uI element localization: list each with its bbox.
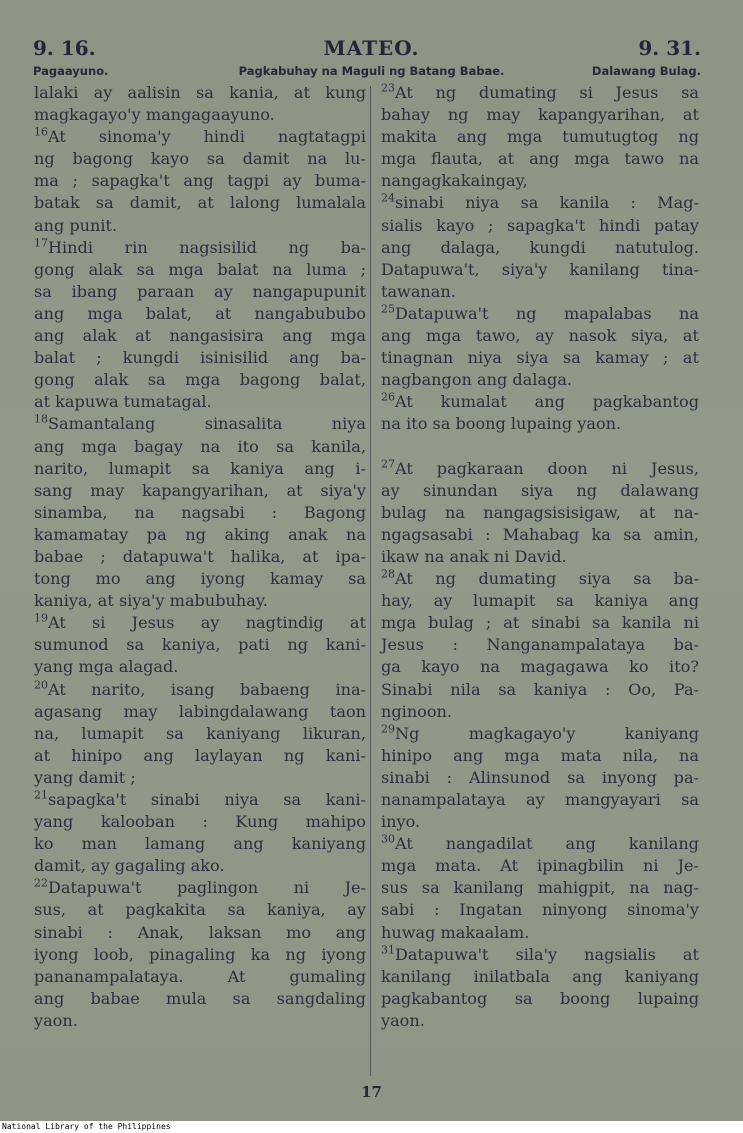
line-text: na, lumapit sa kaniyang likuran,	[34, 723, 366, 743]
verse-number: 18	[34, 413, 48, 427]
header-left-reference: 9. 16.	[33, 36, 96, 60]
line-text: babae ; datapuwa't halika, at ipa-	[34, 546, 366, 566]
text-line	[34, 413, 366, 435]
line-text: nagbangon ang dalaga.	[381, 370, 573, 390]
text-line	[34, 789, 366, 811]
text-line	[34, 170, 366, 192]
text-line	[381, 966, 699, 988]
subheading-left: Pagaayuno.	[33, 64, 109, 78]
text-line	[34, 833, 366, 855]
line-text: sabi : Ingatan ninyong sinoma'y	[381, 900, 699, 920]
column-divider	[370, 86, 371, 1076]
line-text: Samantalang sinasalita niya	[48, 414, 366, 434]
text-line	[34, 590, 366, 612]
text-line	[34, 369, 366, 391]
line-text: yaon.	[34, 1010, 78, 1030]
text-line	[34, 568, 366, 590]
text-line	[34, 281, 366, 303]
text-line	[34, 899, 366, 921]
line-text: At ng dumating si Jesus sa	[395, 83, 699, 102]
line-text: sinabi niya sa kanila : Mag-	[395, 193, 699, 213]
text-line	[381, 612, 699, 634]
header-right-reference: 9. 31.	[638, 36, 701, 60]
verse-number: 30	[381, 832, 395, 846]
line-text: Jesus : Nanganampalataya ba-	[381, 635, 699, 655]
text-line	[34, 855, 366, 877]
text-line	[34, 988, 366, 1010]
line-text: narito, lumapit sa kaniya ang i-	[34, 458, 366, 478]
text-line	[34, 679, 366, 701]
verse-number: 27	[381, 457, 395, 471]
text-line	[381, 259, 699, 281]
text-line	[381, 391, 699, 413]
text-line	[34, 524, 366, 546]
text-line	[34, 104, 366, 126]
line-text: mga bulag ; at sinabi sa kanila ni	[381, 613, 699, 633]
text-line	[34, 546, 366, 568]
line-text: batak sa damit, at lalong lumalala	[34, 193, 366, 213]
line-text: sinabi : Anak, laksan mo ang	[34, 922, 366, 942]
text-line	[381, 944, 699, 966]
line-text: huwag makaalam.	[381, 922, 530, 942]
line-text: bahay ng may kapangyarihan, at	[381, 105, 699, 125]
text-line	[381, 1010, 699, 1032]
text-line	[381, 899, 699, 921]
line-text: sumunod sa kaniya, pati ng kani-	[34, 635, 366, 655]
line-text: nanampalataya ay mangyayari sa	[381, 790, 699, 809]
line-text: ikaw na anak ni David.	[381, 546, 567, 566]
line-text: yang mga alagad.	[34, 657, 179, 677]
text-line	[34, 723, 366, 745]
verse-number: 24	[381, 192, 395, 206]
line-text: tong mo ang iyong kamay sa	[34, 569, 366, 589]
page-number: 17	[361, 1083, 382, 1101]
line-text: At sinoma'y hindi nagtatagpi	[48, 127, 366, 147]
line-text: at kapuwa tumatagal.	[34, 392, 212, 412]
text-line	[34, 745, 366, 767]
line-text: ga kayo na magagawa ko ito?	[381, 657, 699, 677]
verse-number: 16	[34, 125, 48, 139]
text-line	[34, 436, 366, 458]
line-text: yaon.	[381, 1010, 425, 1030]
subheading-center: Pagkabuhay na Maguli ng Batang Babae.	[238, 64, 505, 78]
text-line	[381, 325, 699, 347]
text-line	[381, 701, 699, 723]
line-text: Datapuwa't, siya'y kanilang tina-	[381, 259, 699, 279]
text-line	[34, 347, 366, 369]
text-line	[381, 789, 699, 811]
verse-number: 28	[381, 567, 395, 581]
line-text: sinabi : Alinsunod sa inyong pa-	[381, 767, 699, 787]
text-line	[34, 480, 366, 502]
line-text: ang mga balat, at nangabububo	[34, 303, 366, 323]
verse-number: 19	[34, 611, 48, 625]
line-text: At pagkaraan doon ni Jesus,	[395, 458, 699, 478]
line-text: At si Jesus ay nagtindig at	[48, 613, 366, 633]
text-line	[381, 656, 699, 678]
line-text: sang may kapangyarihan, at siya'y	[34, 480, 366, 500]
line-text: At kumalat ang pagkabantog	[395, 392, 699, 412]
text-line	[34, 767, 366, 789]
line-text: Datapuwa't sila'y nagsialis at	[395, 944, 699, 964]
text-line	[34, 502, 366, 524]
text-line	[381, 369, 699, 391]
text-line	[381, 126, 699, 148]
verse-number: 29	[381, 722, 395, 736]
line-text: pagkabantog sa boong lupaing	[381, 988, 699, 1008]
line-text: sinamba, na nagsabi : Bagong	[34, 502, 366, 522]
text-line	[34, 966, 366, 988]
text-line	[34, 82, 366, 104]
line-text: tawanan.	[381, 281, 456, 301]
verse-number: 21	[34, 788, 48, 802]
text-line	[381, 590, 699, 612]
verse-number: 17	[34, 236, 48, 250]
text-line	[381, 988, 699, 1010]
text-line	[34, 458, 366, 480]
line-text: ng bagong kayo sa damit na lu-	[34, 149, 366, 169]
text-line	[34, 656, 366, 678]
line-text: Hindi rin nagsisilid ng ba-	[48, 237, 366, 257]
line-text: yang kalooban : Kung mahipo	[34, 812, 366, 832]
text-line	[381, 480, 699, 502]
line-text: ay sinundan siya ng dalawang	[381, 480, 699, 500]
text-line	[381, 811, 699, 833]
subheading-right: Dalawang Bulag.	[591, 64, 701, 78]
line-text: at hinipo ang laylayan ng kani-	[34, 745, 366, 765]
line-text: na ito sa boong lupaing yaon.	[381, 414, 622, 434]
line-text: sialis kayo ; sapagka't hindi patay	[381, 215, 699, 235]
verse-number: 20	[34, 678, 48, 692]
text-line	[381, 104, 699, 126]
text-line	[34, 701, 366, 723]
text-line	[381, 546, 699, 568]
text-line	[381, 922, 699, 944]
line-text: bulag na nangagsisisigaw, at na-	[381, 502, 699, 522]
text-line	[34, 1010, 366, 1032]
line-text: tinagnan niya siya sa kamay ; at	[381, 348, 699, 368]
line-text: ang mga tawo, ay nasok siya, at	[381, 326, 699, 346]
line-text: kanilang inilatbala ang kaniyang	[381, 966, 699, 986]
line-text: Datapuwa't paglingon ni Je-	[48, 878, 366, 898]
line-text: ma ; sapagka't ang tagpi ay buma-	[34, 171, 366, 191]
text-line	[34, 612, 366, 634]
line-text: ang mga bagay na ito sa kanila,	[34, 436, 366, 456]
line-text: kamamatay pa ng aking anak na	[34, 524, 366, 544]
text-line	[381, 568, 699, 590]
book-title: MATEO.	[323, 36, 420, 60]
text-line	[381, 524, 699, 546]
line-text: At ng dumating siya sa ba-	[395, 569, 699, 589]
text-line	[381, 215, 699, 237]
line-text: sapagka't sinabi niya sa kani-	[48, 790, 366, 809]
line-text: ko man lamang ang kaniyang	[34, 834, 366, 854]
text-line	[34, 215, 366, 237]
text-line	[381, 723, 699, 745]
text-line	[34, 922, 366, 944]
line-text: lalaki ay aalisin sa kania, at kung	[34, 83, 366, 102]
text-line	[34, 877, 366, 899]
text-line	[381, 237, 699, 259]
text-line	[381, 679, 699, 701]
line-text: iyong loob, pinagaling ka ng iyong	[34, 944, 366, 964]
line-text: magkagayo'y mangagaayuno.	[34, 105, 275, 125]
text-line	[34, 192, 366, 214]
text-line	[381, 281, 699, 303]
text-line	[381, 855, 699, 877]
text-line	[381, 192, 699, 214]
verse-number: 25	[381, 302, 395, 316]
text-line	[34, 634, 366, 656]
text-line	[34, 148, 366, 170]
line-text: makita ang mga tumutugtog ng	[381, 127, 699, 147]
text-line	[381, 634, 699, 656]
line-text: pananampalataya. At gumaling	[34, 966, 366, 986]
line-text: nangagkakaingay,	[381, 171, 528, 191]
line-text: sa ibang paraan ay nangapupunit	[34, 281, 366, 301]
text-line	[381, 413, 699, 435]
line-text: Sinabi nila sa kaniya : Oo, Pa-	[381, 679, 699, 699]
text-line	[381, 82, 699, 104]
right-text-column	[381, 82, 699, 1032]
line-text: mga mata. At ipinagbilin ni Je-	[381, 856, 699, 876]
line-text: gong alak sa mga balat na luma ;	[34, 259, 366, 279]
text-line	[381, 745, 699, 767]
line-text: ang dalaga, kungdi natutulog.	[381, 237, 699, 257]
line-text: sus, at pagkakita sa kaniya, ay	[34, 900, 366, 920]
line-text: damit, ay gagaling ako.	[34, 856, 225, 876]
line-text: yang damit ;	[34, 767, 136, 787]
text-line	[381, 502, 699, 524]
text-line	[34, 325, 366, 347]
line-text: ngagsasabi : Mahabag ka sa amin,	[381, 524, 699, 544]
text-line	[34, 391, 366, 413]
text-line	[381, 347, 699, 369]
text-line	[34, 944, 366, 966]
verse-number: 31	[381, 943, 395, 957]
library-footer: National Library of the Philippines	[0, 1121, 743, 1133]
text-line	[381, 148, 699, 170]
verse-number: 23	[381, 81, 395, 95]
verse-number: 22	[34, 877, 48, 891]
line-text: sus sa kanilang mahigpit, na nag-	[381, 878, 699, 898]
text-line	[34, 811, 366, 833]
line-text: agasang may labingdalawang taon	[34, 701, 366, 721]
line-text: gong alak sa mga bagong balat,	[34, 370, 366, 390]
verse-number: 26	[381, 390, 395, 404]
line-text: Datapuwa't ng mapalabas na	[395, 303, 699, 323]
text-line	[34, 259, 366, 281]
text-line	[381, 303, 699, 325]
text-line	[381, 767, 699, 789]
section-gap	[381, 436, 699, 458]
line-text: nginoon.	[381, 701, 453, 721]
line-text: ang punit.	[34, 215, 118, 235]
left-text-column	[34, 82, 366, 1032]
line-text: hinipo ang mga mata nila, na	[381, 745, 699, 765]
line-text: At narito, isang babaeng ina-	[48, 679, 366, 699]
text-line	[381, 458, 699, 480]
text-line	[381, 170, 699, 192]
line-text: balat ; kungdi isinisilid ang ba-	[34, 348, 366, 368]
line-text: ang babae mula sa sangdaling	[34, 988, 366, 1008]
line-text: Ng magkagayo'y kaniyang	[395, 723, 699, 743]
line-text: At nangadilat ang kanilang	[395, 834, 699, 854]
line-text: ang alak at nangasisira ang mga	[34, 326, 366, 346]
line-text: kaniya, at siya'y mabubuhay.	[34, 591, 268, 611]
line-text: inyo.	[381, 812, 421, 832]
line-text: hay, ay lumapit sa kaniya ang	[381, 591, 699, 611]
text-line	[34, 303, 366, 325]
text-line	[381, 877, 699, 899]
line-text: mga flauta, at ang mga tawo na	[381, 149, 699, 169]
text-line	[34, 126, 366, 148]
text-line	[34, 237, 366, 259]
text-line	[381, 833, 699, 855]
